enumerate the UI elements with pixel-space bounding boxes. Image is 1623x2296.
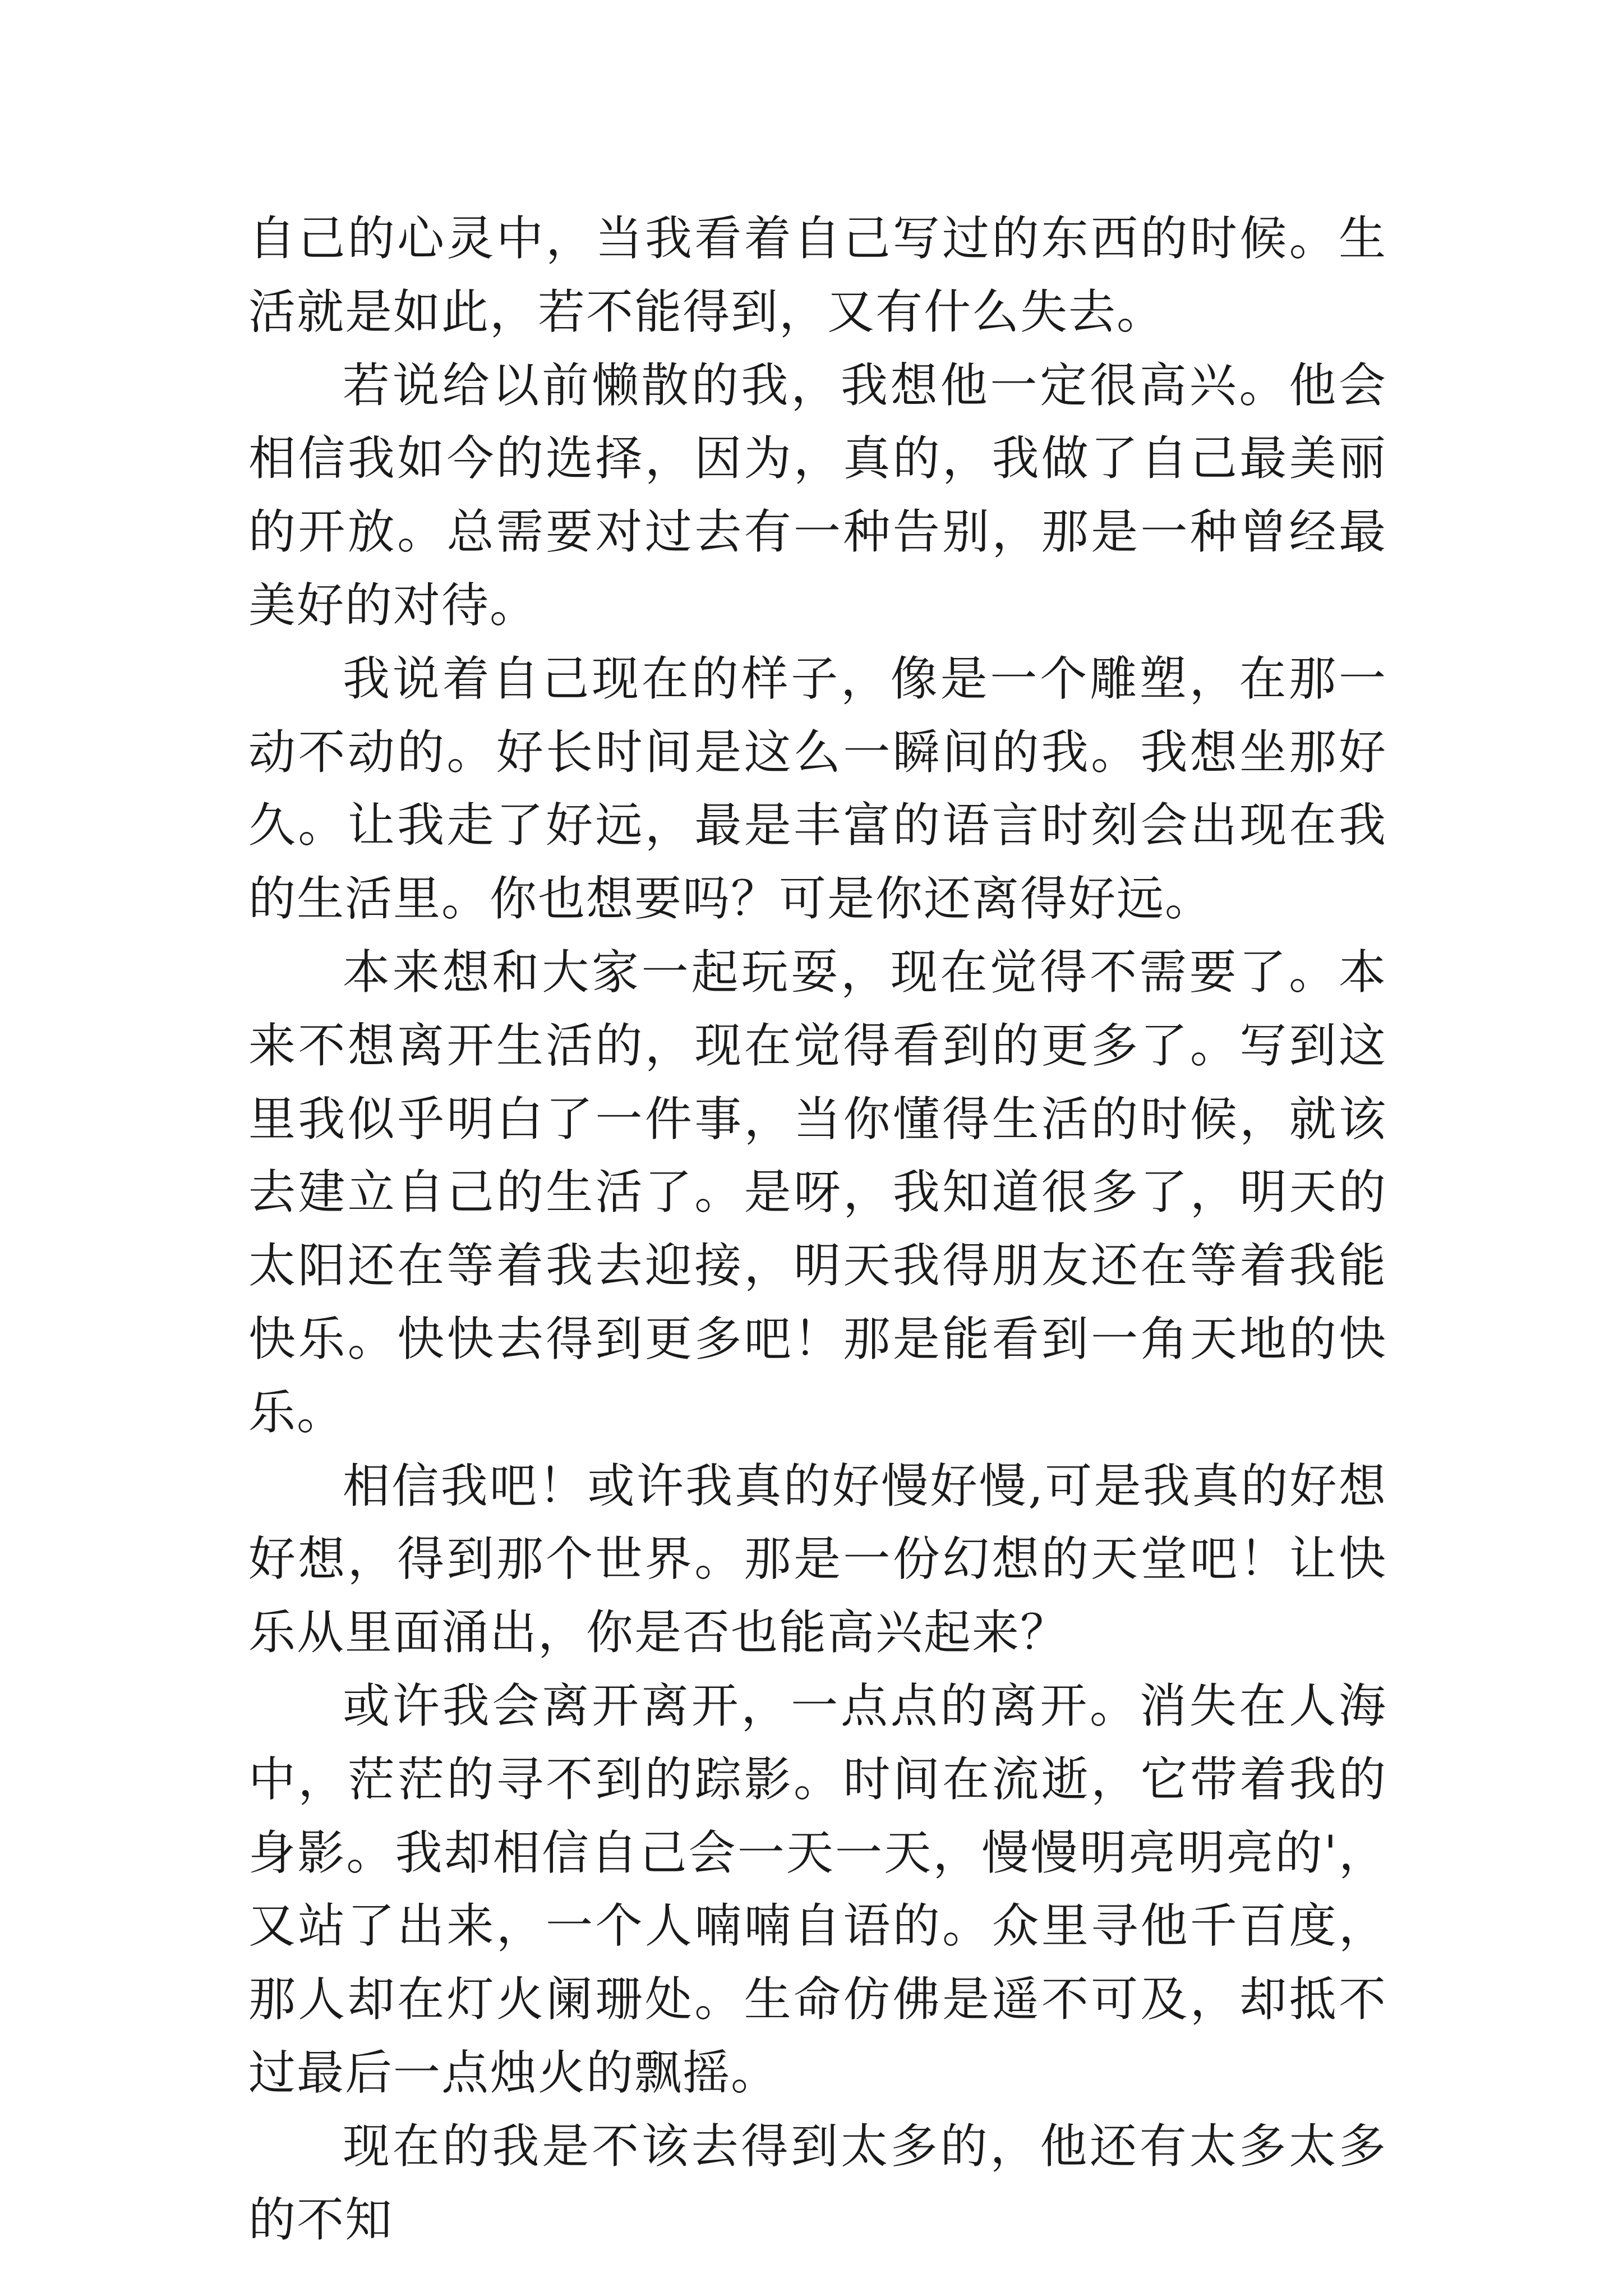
paragraph-6: 或许我会离开离开，一点点的离开。消失在人海中，茫茫的寻不到的踪影。时间在流逝，它带着我的身影。我却相信自己会一天一天，慢慢明亮明亮的'，又站了出来，一个人喃喃自语的。众里寻他千百度，那人却在灯火阑珊处。生命仿佛是遥不可及，却抵不过最后一点烛火的飘摇。 [248,1678,1387,2100]
paragraph-2: 若说给以前懒散的我，我想他一定很高兴。他会相信我如今的选择，因为，真的，我做了自己最美丽的开放。总需要对过去有一种告别，那是一种曾经最美好的对待。 [248,357,1387,633]
paragraph-7: 现在的我是不该去得到太多的，他还有太多太多的不知 [248,2118,1387,2247]
paragraph-4: 本来想和大家一起玩耍，现在觉得不需要了。本来不想离开生活的，现在觉得看到的更多了。写到这里我似乎明白了一件事，当你懂得生活的时候，就该去建立自己的生活了。是呀，我知道很多了，明天的太阳还在等着我去迎接，明天我得朋友还在等着我能快乐。快快去得到更多吧！那是能看到一角天地的快乐。 [248,944,1387,1440]
paragraph-1: 自己的心灵中，当我看着自己写过的东西的时候。生活就是如此，若不能得到，又有什么失去。 [248,211,1387,339]
body-text [248,202,1387,2256]
paragraph-5: 相信我吧！或许我真的好慢好慢,可是我真的好想好想，得到那个世界。那是一份幻想的天堂吧！让快乐从里面涌出，你是否也能高兴起来？ [248,1458,1387,1660]
paragraph-3: 我说着自己现在的样子，像是一个雕塑，在那一动不动的。好长时间是这么一瞬间的我。我想坐那好久。让我走了好远，最是丰富的语言时刻会出现在我的生活里。你也想要吗？可是你还离得好远。 [248,651,1387,927]
